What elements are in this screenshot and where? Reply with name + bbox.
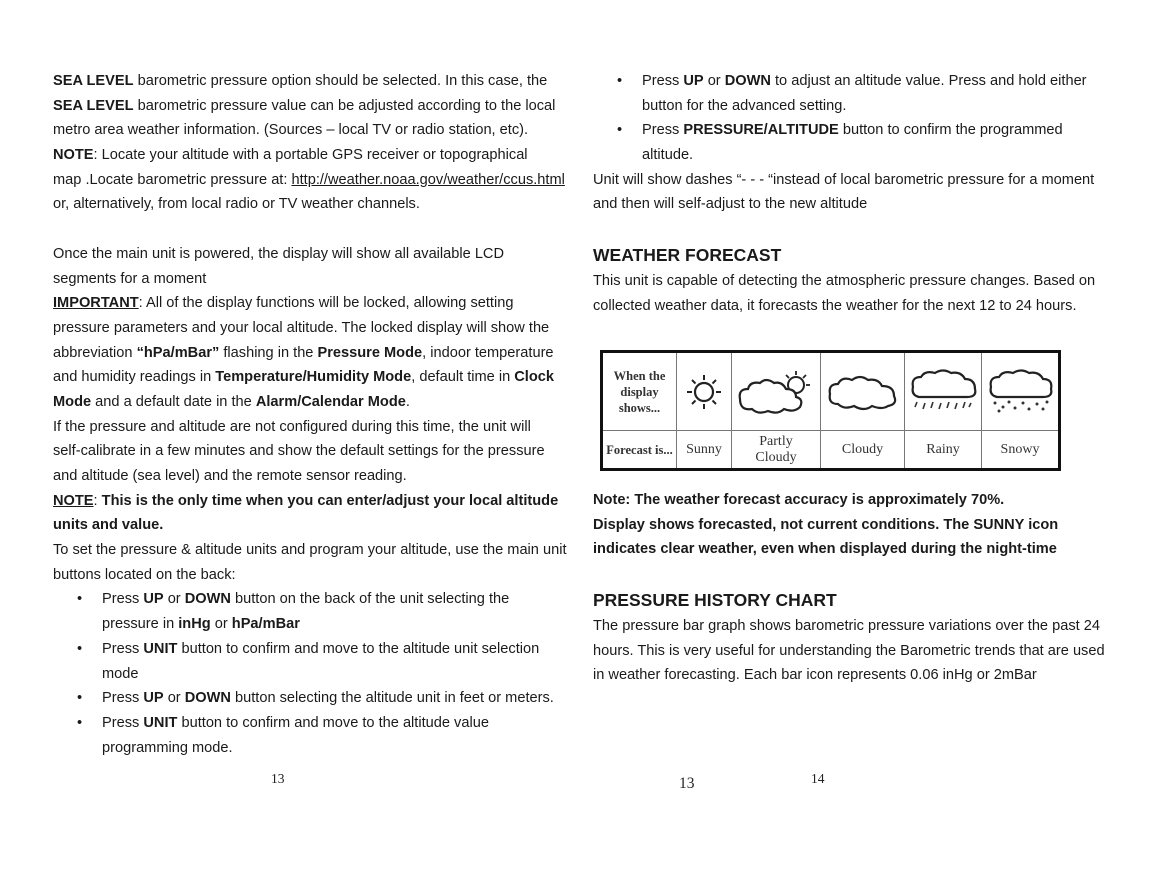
text-span: flashing in the	[219, 344, 318, 361]
bold-term: Temperature/Humidity Mode	[215, 369, 412, 386]
note-line	[593, 513, 1083, 538]
text-span: map .Locate barometric pressure at:	[53, 171, 292, 188]
paragraph-line	[53, 168, 565, 193]
paragraph-line: and then will self-adjust to the new altitude	[593, 196, 868, 213]
text-span: or, alternatively, from local radio or TV weather channels.	[53, 196, 420, 213]
text-span: mode	[102, 665, 139, 682]
text-span: and a default date in the	[91, 393, 256, 410]
bullet-icon: •	[77, 640, 83, 657]
text-span: or	[703, 73, 725, 89]
table-header-forecast: Forecast is...	[603, 431, 677, 468]
bold-term: hPa/mBar	[231, 616, 300, 633]
header-line: When the	[613, 368, 666, 383]
text-span: or	[163, 591, 185, 608]
paragraph-gap	[593, 562, 1083, 582]
paragraph-line	[53, 94, 556, 119]
paragraph-line: hours. This is very useful for understanding the Barometric trends that are used	[593, 642, 1105, 659]
text-span: or	[210, 616, 232, 633]
text-span: metro area weather information. (Sources – local TV or radio station, etc).	[53, 122, 529, 139]
forecast-snowy: Snowy	[1000, 441, 1040, 457]
bullet-item	[593, 69, 1087, 94]
bullet-continuation	[593, 94, 1083, 119]
paragraph-line	[53, 513, 533, 538]
bold-term: UP	[143, 690, 164, 707]
text-span: Press	[102, 591, 144, 608]
paragraph-line: NOTE: This is the only time when you can enter/adjust your local altitude	[53, 492, 559, 509]
text-span: Press	[642, 122, 684, 139]
text-span: Press	[102, 690, 144, 707]
bullet-item	[53, 686, 554, 711]
bullet-item	[53, 711, 533, 736]
text-span: or	[163, 690, 185, 707]
bullet-icon: •	[617, 122, 623, 139]
text-span: : Locate your altitude with a portable GPS receiver or topographical	[93, 147, 528, 164]
right-page-column	[593, 69, 1096, 319]
bold-term: “hPa/mBar”	[136, 344, 220, 361]
text-span: : All of the display functions will be locked, allowing setting	[138, 295, 514, 312]
note-label: NOTE	[53, 492, 94, 509]
text-span: Press	[102, 714, 144, 731]
text-span: and humidity readings in	[53, 369, 216, 386]
paragraph-line: pressure parameters and your local altitude. The locked display will show the	[53, 319, 550, 336]
paragraph-line: Once the main unit is powered, the display will show all available LCD	[53, 245, 505, 262]
paragraph-line	[53, 291, 533, 316]
paragraph-line: If the pressure and altitude are not configured during this time, the unit will	[53, 418, 531, 435]
page-number-right: 14	[811, 771, 825, 786]
text-span: button for the advanced setting.	[642, 97, 847, 114]
text-span: Press	[102, 640, 144, 657]
rain-icon	[905, 353, 982, 431]
note-line	[593, 488, 1083, 513]
bullet-continuation	[53, 662, 533, 687]
bold-term: Clock	[514, 369, 554, 386]
bullet-icon: •	[77, 690, 83, 707]
header-line: shows...	[618, 400, 661, 415]
text-span: to adjust an altitude value. Press and hold either	[770, 73, 1087, 89]
text-span: button to confirm and move to the altitude value	[177, 714, 489, 731]
paragraph-line	[53, 118, 533, 143]
paragraph-line: segments for a moment	[53, 270, 207, 287]
bold-term: SEA LEVEL	[53, 97, 134, 114]
paragraph-line: To set the pressure & altitude units and program your altitude, use the main unit	[53, 542, 567, 559]
page-number-left: 13	[271, 771, 285, 786]
text-span: barometric pressure option should be selected. In this case, the	[133, 73, 548, 89]
paragraph-line: collected weather data, it forecasts the weather for the next 12 to 24 hours.	[593, 297, 1077, 314]
bullet-continuation	[53, 736, 533, 761]
bold-term: DOWN	[184, 591, 231, 608]
bold-term: UP	[143, 591, 164, 608]
cloud-icon	[821, 353, 905, 431]
sun-icon	[677, 353, 732, 431]
text-span: pressure in	[102, 616, 179, 633]
bold-term: PRESSURE/ALTITUDE	[683, 122, 839, 139]
bullet-item	[53, 637, 540, 662]
text-span: button selecting the altitude unit in feet or meters.	[230, 690, 554, 707]
forecast-table	[600, 350, 1061, 471]
paragraph-line: and altitude (sea level) and the remote sensor reading.	[53, 468, 407, 484]
weather-forecast-heading: WEATHER FORECAST	[593, 245, 782, 266]
paragraph-line	[53, 365, 554, 390]
noaa-link[interactable]: http://weather.noaa.gov/weather/ccus.html	[291, 171, 565, 188]
text-span: altitude.	[642, 147, 694, 164]
bold-term: Display shows forecasted, not current conditions. The SUNNY icon	[593, 516, 1059, 533]
paragraph-line: self-calibrate in a few minutes and show the default settings for the pressure	[53, 443, 545, 460]
bold-term: Note: The weather forecast accuracy is approximately 70%.	[593, 492, 1005, 508]
paragraph-gap	[53, 217, 533, 242]
text-span: , indoor temperature	[422, 344, 554, 361]
paragraph-line	[53, 69, 548, 94]
bullet-item	[593, 118, 1083, 143]
partly-cloudy-icon	[732, 353, 821, 431]
paragraph-line: in weather forecasting. Each bar icon represents 0.06 inHg or 2mBar	[593, 667, 1037, 684]
bold-term: UNIT	[143, 640, 178, 657]
forecast-line: Cloudy	[755, 449, 797, 465]
header-line: display	[620, 384, 659, 399]
note-line	[593, 537, 1083, 562]
paragraph-line	[53, 143, 533, 168]
bold-term: units and value.	[53, 517, 164, 534]
text-span: .	[405, 393, 410, 410]
paragraph-line: Unit will show dashes “- - - “instead of local barometric pressure for a moment	[593, 171, 1095, 188]
right-page-lower	[593, 488, 1105, 688]
pressure-history-heading: PRESSURE HISTORY CHART	[593, 590, 837, 611]
bullet-icon: •	[77, 591, 83, 608]
bold-term: DOWN	[724, 73, 771, 89]
paragraph-line: The pressure bar graph shows barometric pressure variations over the past 24	[593, 618, 1100, 635]
text-span: button on the back of the unit selecting the	[230, 591, 510, 608]
page-number-middle: 13	[679, 775, 695, 792]
forecast-cloudy: Cloudy	[821, 431, 905, 468]
bold-term: indicates clear weather, even when displayed during the night-time	[593, 541, 1057, 558]
left-page-column	[53, 69, 567, 760]
bold-term: UP	[683, 73, 704, 89]
bullet-item	[53, 587, 533, 612]
text-span: , default time in	[411, 369, 515, 386]
bold-term: inHg	[178, 616, 211, 633]
text-span: Press	[642, 73, 684, 89]
forecast-partly-cloudy	[732, 431, 821, 468]
text-span: button to confirm and move to the altitude unit selection	[177, 640, 540, 657]
bullet-icon: •	[77, 714, 83, 731]
bullet-icon: •	[617, 73, 623, 89]
paragraph-line	[53, 341, 554, 366]
text-span: abbreviation	[53, 344, 137, 361]
paragraph-line: buttons located on the back:	[53, 566, 236, 583]
paragraph-line	[53, 390, 533, 415]
bold-term: Mode	[53, 393, 92, 410]
forecast-rainy: Rainy	[905, 431, 982, 468]
note-label: NOTE	[53, 147, 94, 164]
text-span: programming mode.	[102, 739, 233, 756]
forecast-line: Partly	[759, 433, 793, 449]
bold-term: This is the only time when you can enter/adjust your local altitude	[101, 492, 559, 509]
text-span: button to confirm the programmed	[838, 122, 1063, 139]
bold-term: Alarm/Calendar Mode	[255, 393, 406, 410]
bullet-continuation	[53, 612, 533, 637]
important-label: IMPORTANT	[53, 295, 139, 312]
bold-term: Pressure Mode	[317, 344, 423, 361]
text-span: barometric pressure value can be adjusted according to the local	[133, 97, 556, 114]
bold-term: DOWN	[184, 690, 231, 707]
bullet-continuation	[593, 143, 1083, 168]
snow-icon	[982, 353, 1058, 431]
forecast-sunny: Sunny	[677, 431, 732, 468]
paragraph-line	[53, 192, 533, 217]
paragraph-line: This unit is capable of detecting the atmospheric pressure changes. Based on	[593, 273, 1096, 290]
bold-term: SEA LEVEL	[53, 73, 134, 89]
paragraph-gap	[593, 217, 1083, 237]
bold-term: UNIT	[143, 714, 178, 731]
table-header-display	[603, 353, 677, 431]
